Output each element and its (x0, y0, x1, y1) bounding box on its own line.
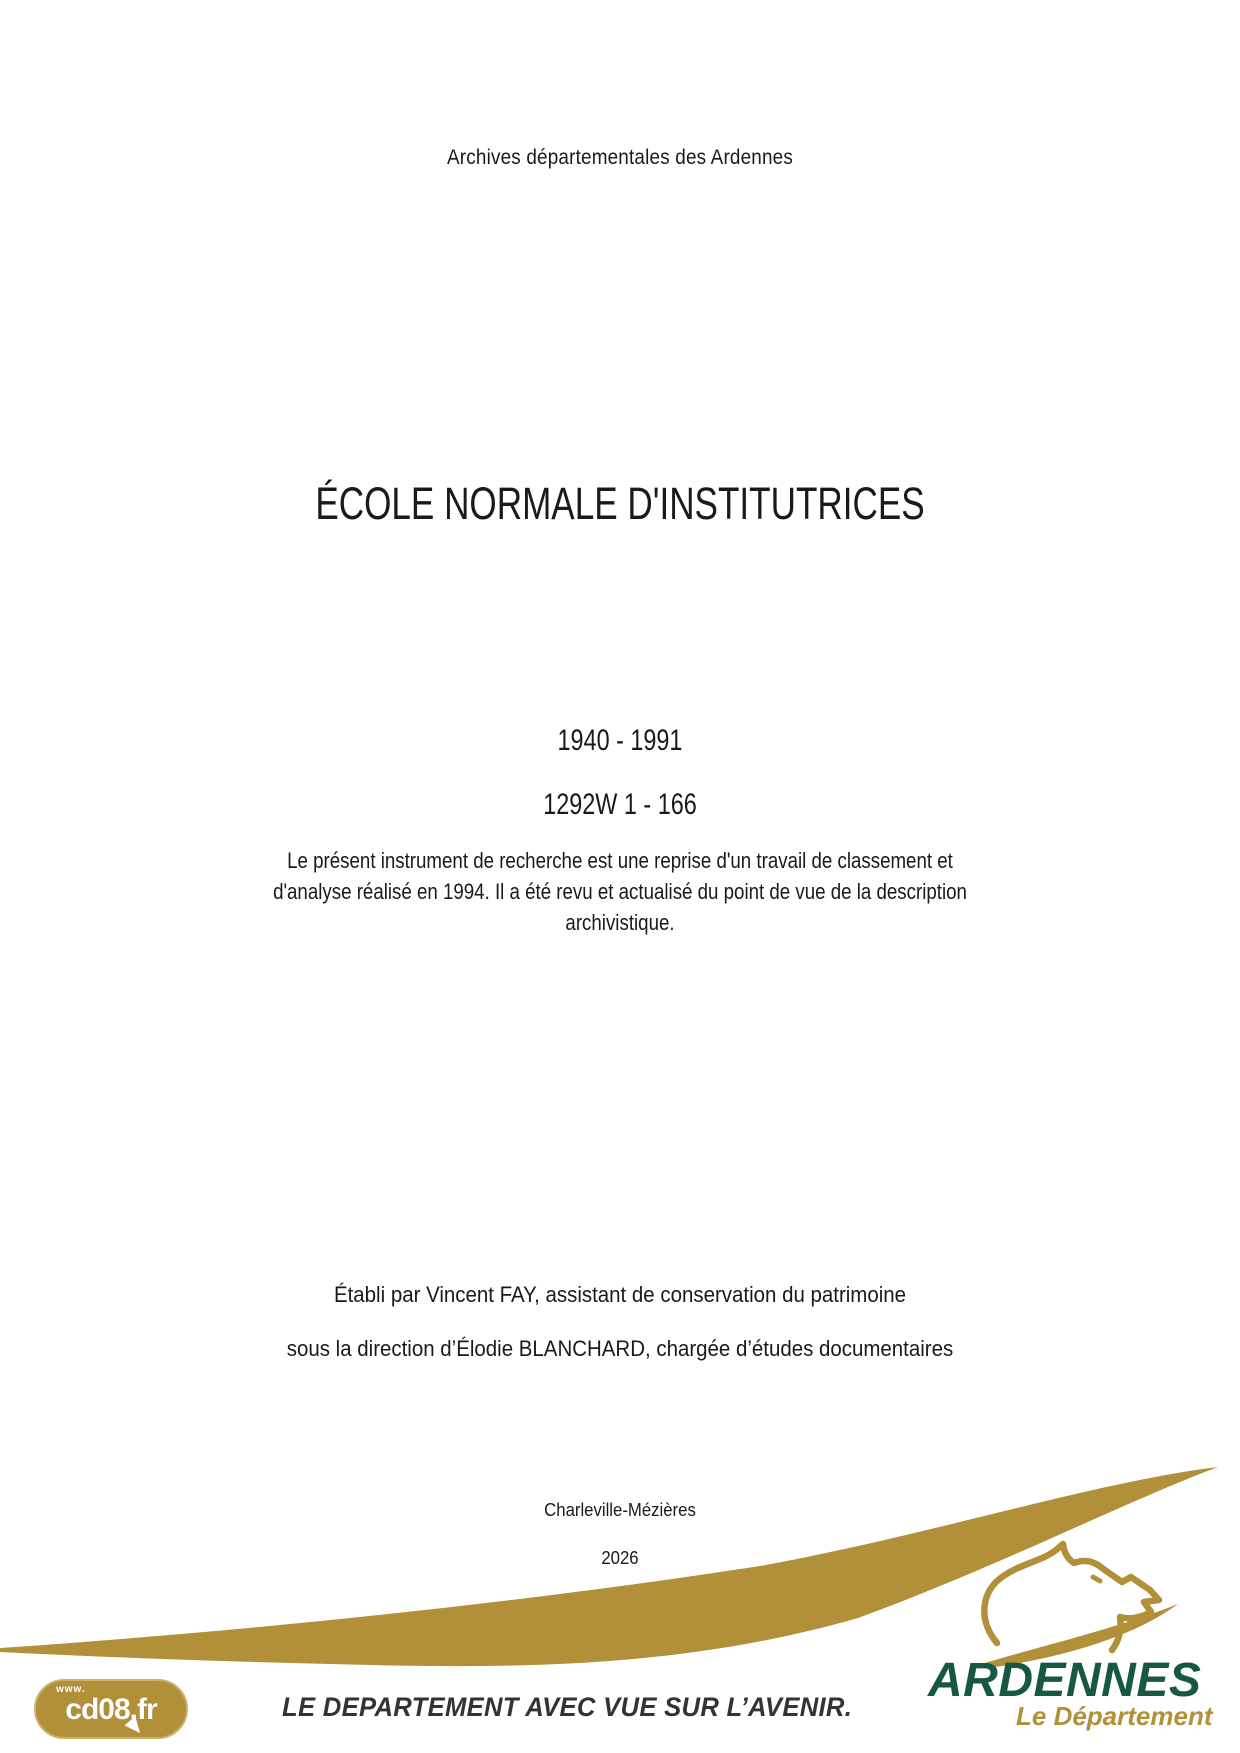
credit-author: Établi par Vincent FAY, assistant de conservation du patrimoine (333, 1282, 907, 1307)
ardennes-wordmark: ARDENNES (928, 1654, 1202, 1707)
ardennes-subtitle: Le Département (1016, 1701, 1213, 1731)
date-range: 1940 - 1991 (557, 724, 683, 757)
presentation-note: Le présent instrument de recherche est une reprise d'un travail de classement et d'analyse réalisé en 1994. Il a été revu et actualisé du point de vue de la description archivistique. (273, 848, 967, 935)
cd08-logo (34, 1679, 188, 1739)
cd08-domain-label: cd08.fr (65, 1693, 157, 1726)
publication-place: Charleville-Mézières (544, 1500, 696, 1520)
reference-code: 1292W 1 - 166 (543, 788, 697, 821)
publication-year: 2026 (601, 1548, 639, 1568)
cd08-www-label: www. (56, 1684, 86, 1695)
department-slogan: LE DEPARTEMENT AVEC VUE SUR L’AVENIR. (282, 1692, 853, 1722)
credit-direction: sous la direction d’Élodie BLANCHARD, chargée d’études documentaires (286, 1336, 954, 1361)
repository-name: Archives départementales des Ardennes (446, 146, 794, 169)
document-title: ÉCOLE NORMALE D'INSTITUTRICES (315, 478, 925, 529)
